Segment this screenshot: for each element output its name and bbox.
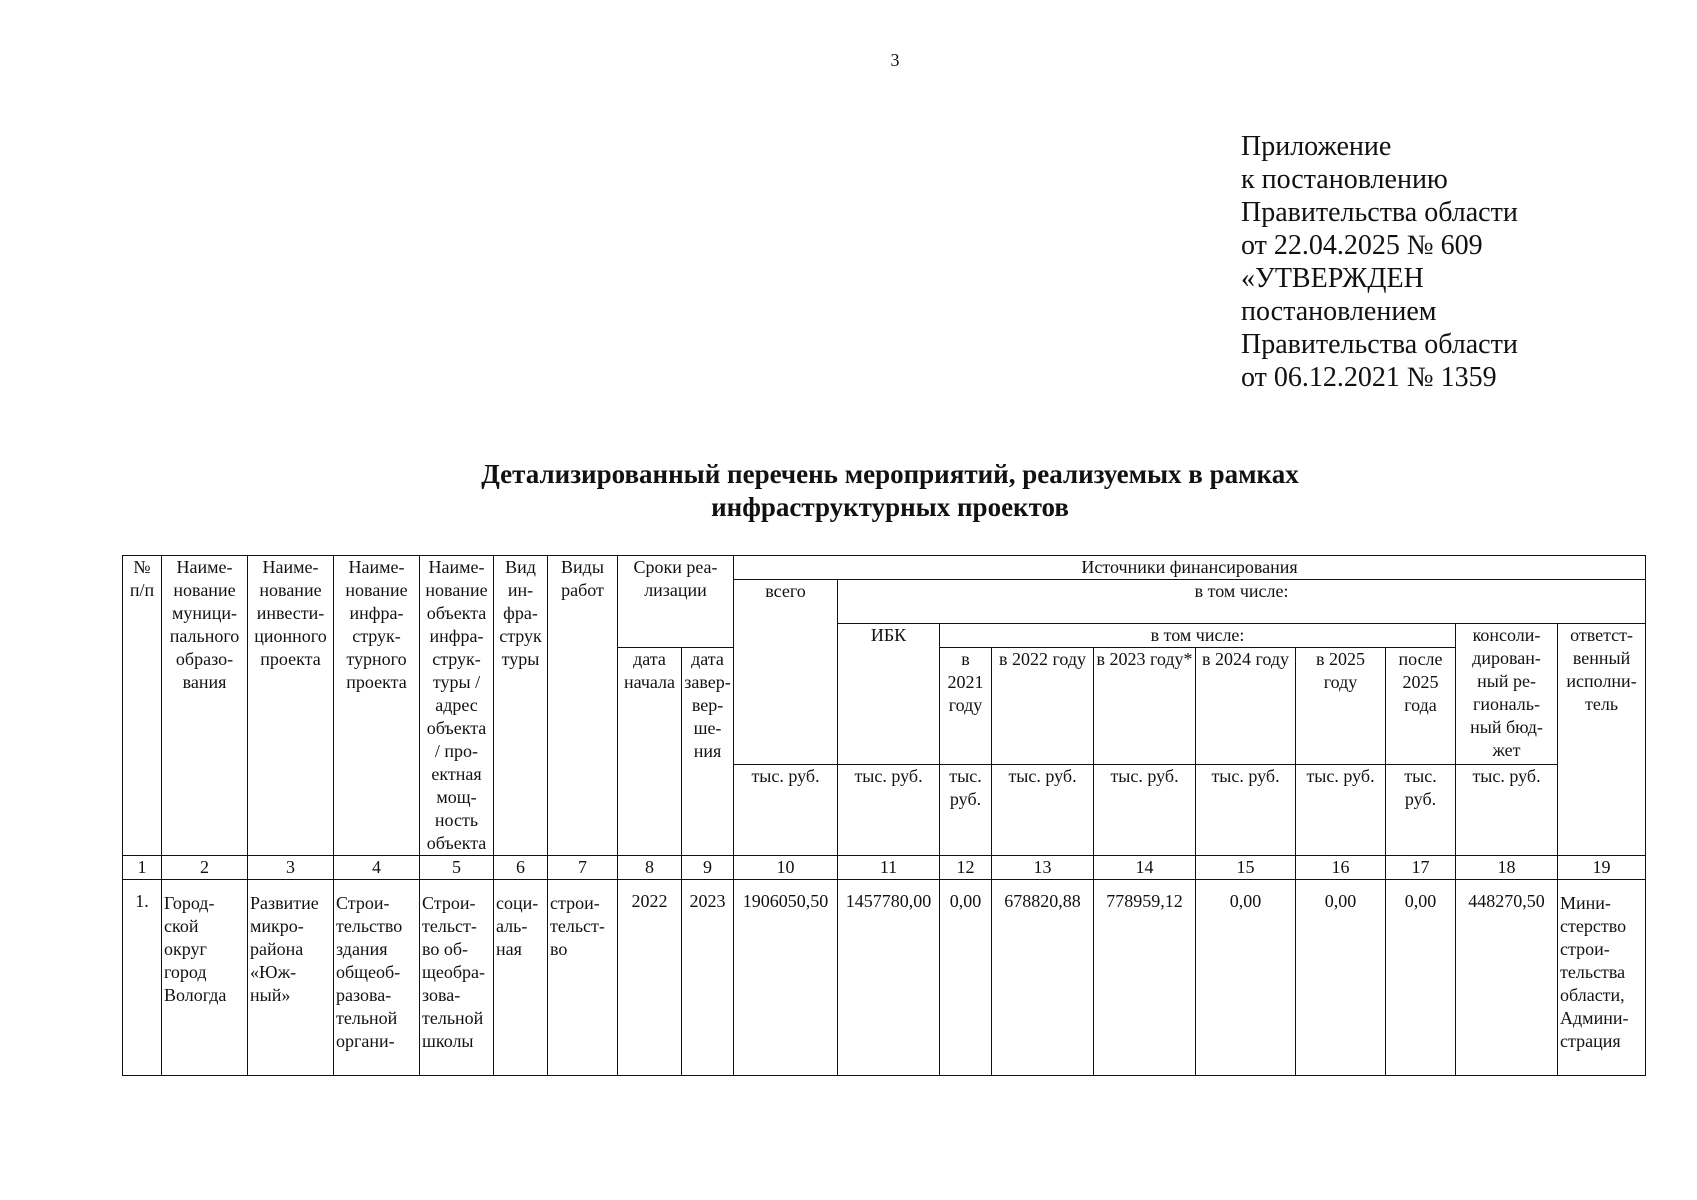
cell-total: 1906050,50: [734, 880, 838, 1076]
column-number: 15: [1196, 856, 1296, 880]
cell-municipality: Город-ской округ город Вологда: [162, 880, 248, 1076]
header-infra-type: Вид ин-фра-струк туры: [494, 556, 548, 856]
cell-end: 2023: [682, 880, 734, 1076]
cell-infra-type: соци-аль-ная: [494, 880, 548, 1076]
column-number: 17: [1386, 856, 1456, 880]
appendix-line: от 22.04.2025 № 609: [1241, 230, 1483, 261]
column-number: 16: [1296, 856, 1386, 880]
column-number: 5: [420, 856, 494, 880]
unit-y2021: тыс. руб.: [940, 765, 992, 856]
unit-total: тыс. руб.: [734, 765, 838, 856]
header-consolidated: консоли-дирован-ный ре-гиональ-ный бюд-жет: [1456, 624, 1558, 765]
page-number: 3: [890, 50, 900, 70]
cell-y2024: 0,00: [1196, 880, 1296, 1076]
header-y2024: в 2024 году: [1196, 648, 1296, 765]
column-number: 14: [1094, 856, 1196, 880]
cell-y2023: 778959,12: [1094, 880, 1196, 1076]
column-number: 9: [682, 856, 734, 880]
cell-infra-project: Строи-тельство здания общеоб-разова-тельной органи-: [334, 880, 420, 1076]
column-number: 8: [618, 856, 682, 880]
unit-y2022: тыс. руб.: [992, 765, 1094, 856]
header-sources: Источники финансирования: [734, 556, 1646, 580]
header-including-2: в том числе:: [940, 624, 1456, 648]
cell-ibk: 1457780,00: [838, 880, 940, 1076]
header-y2023: в 2023 году*: [1094, 648, 1196, 765]
header-after2025: после 2025 года: [1386, 648, 1456, 765]
header-end-date: дата завер-вер-ше-ния: [682, 648, 734, 856]
unit-y2025: тыс. руб.: [1296, 765, 1386, 856]
cell-start: 2022: [618, 880, 682, 1076]
header-y2025: в 2025 году: [1296, 648, 1386, 765]
header-ibk: ИБК: [838, 624, 940, 765]
column-number: 3: [248, 856, 334, 880]
column-number: 6: [494, 856, 548, 880]
cell-responsible: Мини-стерство строи-тельства области, Админи-страция: [1558, 880, 1646, 1076]
header-start-date: дата начала: [618, 648, 682, 856]
cell-after2025: 0,00: [1386, 880, 1456, 1076]
cell-num: 1.: [123, 880, 162, 1076]
appendix-line: «УТВЕРЖДЕН: [1241, 263, 1424, 294]
header-total: всего: [734, 580, 838, 765]
appendix-line: Приложение: [1241, 131, 1392, 162]
appendix-line: Правительства области: [1241, 197, 1518, 228]
table-row: [123, 880, 1646, 1076]
header-infra-project: Наиме-нование инфра-струк-турного проекта: [334, 556, 420, 856]
column-numbers-row: [123, 856, 1646, 880]
cell-y2021: 0,00: [940, 880, 992, 1076]
appendix-line: Правительства области: [1241, 329, 1518, 360]
unit-consolidated: тыс. руб.: [1456, 765, 1558, 856]
cell-infra-object: Строи-тельст-во об-щеобра-зова-тельной школы: [420, 880, 494, 1076]
unit-y2024: тыс. руб.: [1196, 765, 1296, 856]
cell-invest-project: Развитие микро-района «Юж-ный»: [248, 880, 334, 1076]
unit-y2023: тыс. руб.: [1094, 765, 1196, 856]
appendix-block: [1241, 130, 1518, 394]
column-number: 1: [123, 856, 162, 880]
header-terms: Сроки реа-лизации: [618, 556, 734, 648]
column-number: 7: [548, 856, 618, 880]
header-infra-object: Наиме-нование объекта инфра-струк-туры / адрес объекта / про-ектная мощ-ность объекта: [420, 556, 494, 856]
appendix-line: к постановлению: [1241, 164, 1448, 195]
header-y2021: в 2021 году: [940, 648, 992, 765]
unit-after2025: тыс. руб.: [1386, 765, 1456, 856]
column-number: 18: [1456, 856, 1558, 880]
header-municipality: Наиме-нование муници-пального образо-вания: [162, 556, 248, 856]
column-number: 4: [334, 856, 420, 880]
header-work-types: Виды работ: [548, 556, 618, 856]
header-y2022: в 2022 году: [992, 648, 1094, 765]
header-including: в том числе:: [838, 580, 1646, 624]
column-number: 19: [1558, 856, 1646, 880]
column-number: 12: [940, 856, 992, 880]
header-responsible: ответст-венный исполни-тель: [1558, 624, 1646, 856]
document-title: [260, 458, 1520, 524]
column-number: 11: [838, 856, 940, 880]
cell-work-type: строи-тельст-во: [548, 880, 618, 1076]
appendix-line: постановлением: [1241, 296, 1437, 327]
appendix-line: от 06.12.2021 № 1359: [1241, 362, 1497, 393]
column-number: 2: [162, 856, 248, 880]
cell-y2025: 0,00: [1296, 880, 1386, 1076]
column-number: 10: [734, 856, 838, 880]
header-num: № п/п: [123, 556, 162, 856]
title-line-2: инфраструктурных проектов: [711, 492, 1069, 522]
column-number: 13: [992, 856, 1094, 880]
title-line-1: Детализированный перечень мероприятий, реализуемых в рамках: [481, 459, 1299, 489]
unit-ibk: тыс. руб.: [838, 765, 940, 856]
header-invest-project: Наиме-нование инвести-ционного проекта: [248, 556, 334, 856]
projects-table: [122, 555, 1646, 1076]
cell-consolidated: 448270,50: [1456, 880, 1558, 1076]
cell-y2022: 678820,88: [992, 880, 1094, 1076]
